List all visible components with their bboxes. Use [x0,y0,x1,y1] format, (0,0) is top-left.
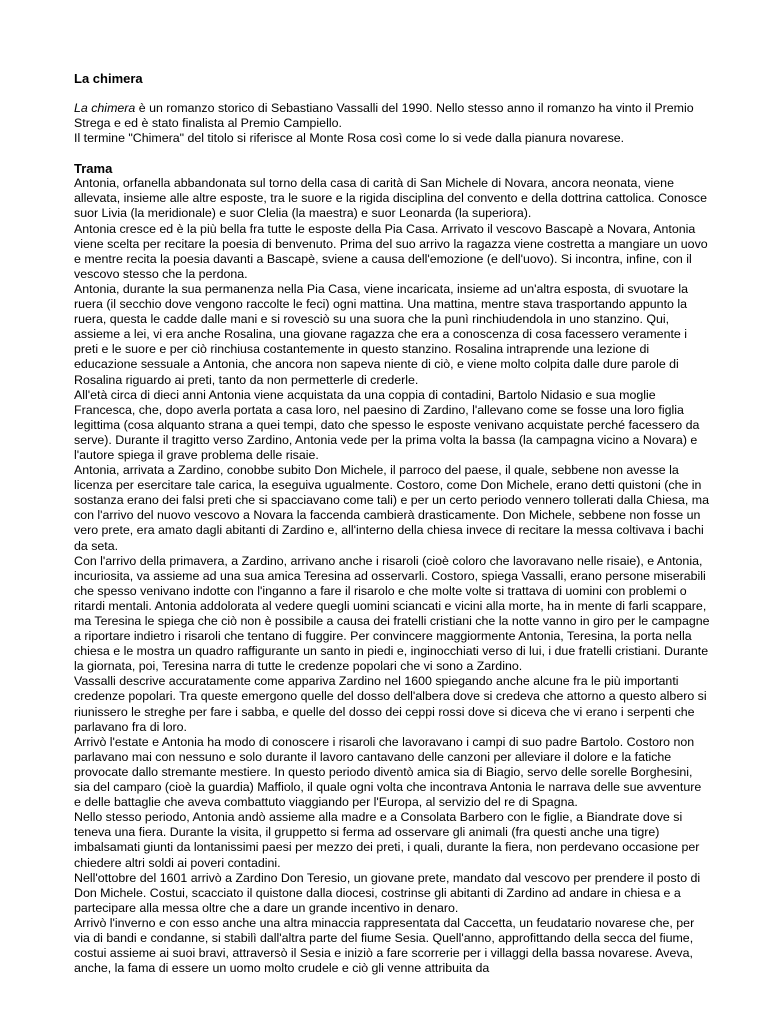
plot-paragraph: Con l'arrivo della primavera, a Zardino, arrivano anche i risaroli (cioè coloro che lavoravano nelle risaie), e Antonia, incuriosita, va assieme ad una sua amica Teresina ad osservarli. Costoro, spiega Vassalli, erano persone miserabili che spesso venivano indotte con l'inganno a fare il risarolo e che molte volte si trattava di uomini con problemi o ritardi mentali. Antonia addolorata al vedere quegli uomini sciancati e vicini alla morte, ha in mente di farli scappare, ma Teresina le spiega che ciò non è possibile a causa dei fratelli cristiani che la notte vanno in giro per le campagne a riportare indietro i risaroli che tentano di fuggire. Per convincere maggiormente Antonia, Teresina, la porta nella chiesa e le mostra un quadro raffigurante un santo in piedi e, inginocchiati verso di lui, i due fratelli cristiani. Durante la giornata, poi, Teresina narra di tutte le credenze popolari che vi sono a Zardino. [74,553,710,674]
plot-paragraph: Antonia, durante la sua permanenza nella Pia Casa, viene incaricata, insieme ad un'altra esposta, di svuotare la ruera (il secchio dove vengono raccolte le feci) ogni mattina. Una mattina, mentre stava trasportando appunto la ruera, questa le cadde dalle mani e si rovesciò su una suora che la punì rinchiudendola in uno stanzino. Qui, assieme a lei, vi era anche Rosalina, una giovane ragazza che era a conoscenza di cosa facessero veramente i preti e le suore e per ciò rinchiusa costantemente in questo stanzino. Rosalina intraprende una lezione di educazione sessuale a Antonia, che ancora non sapeva niente di ciò, e viene molto colpita dalle dure parole di Rosalina riguardo ai preti, tanto da non permetterle di crederle. [74,281,689,387]
plot-paragraph: Nell'ottobre del 1601 arrivò a Zardino Don Teresio, un giovane prete, mandato dal vescovo per prendere il posto di Don Michele. Costui, scacciato il quistone dalla diocesi, costrinse gli abitanti di Zardino ad andare in chiesa e a partecipare alla messa oltre che a dare un grande incentivo in denaro. [74,870,701,915]
plot-paragraph: All'età circa di dieci anni Antonia viene acquistata da una coppia di contadini, Bartolo Nidasio e sua moglie Francesca, che, dopo averla portata a casa loro, nel paesino di Zardino, l'allevano come se fosse una loro figlia legittima (cosa alquanto strana a quei tempi, dato che spesso le esposte venivano acquistate perché facessero da serve). Durante il tragitto verso Zardino, Antonia vede per la prima volta la bassa (la campagna vicino a Novara) e l'autore spiega il grave problema delle risaie. [74,387,700,462]
plot-paragraph: Antonia, orfanella abbandonata sul torno della casa di carità di San Michele di Novara, ancora neonata, viene allevata, insieme alle altre esposte, tra le suore e la rigida disciplina del convento e della dottrina cattolica. Conosce suor Livia (la meridionale) e suor Clelia (la maestra) e suor Leonarda (la superiora). [74,176,707,221]
intro-line2-text: Il termine "Chimera" del titolo si riferisce al Monte Rosa così come lo si vede dalla pianura novarese. [74,131,625,146]
plot-paragraph: Vassalli descrive accuratamente come appariva Zardino nel 1600 spiegando anche alcune fra le più importanti credenze popolari. Tra queste emergono quelle del dosso dell'albera dove si credeva che attorno a questo albero si riunissero le streghe per fare i sabba, e quelle del dosso dei ceppi rossi dove si diceva che vi erano i serpenti che parlavano fra di loro. [74,674,707,734]
plot-paragraph: Arrivò l'inverno e con esso anche una altra minaccia rappresentata dal Caccetta, un feudatario novarese che, per via di bandi e condanne, si stabilì dall'altra parte del fiume Sesia. Quell'anno, approfittando della secca del fiume, costui assieme ai suoi bravi, attraversò il Sesia e iniziò a fare scorrerie per i villaggi della bassa novarese. Aveva, anche, la fama di essere un uomo molto crudele e ciò gli venne attribuita da [74,915,695,976]
document-page [74,71,710,976]
document-title: La chimera [74,71,143,86]
intro-italic-title: La chimera [74,101,136,115]
plot-paragraph: Nello stesso periodo, Antonia andò assieme alla madre e a Consolata Barbero con le figlie, a Biandrate dove si teneva una fiera. Durante la visita, il gruppetto si ferma ad osservare gli animali (fra questi anche una tigre) imbalsamati giunti da lontanissimi paesi per mezzo dei preti, i quali, durante la fiera, non perdevano occasione per chiedere altri soldi ai poveri contadini. [74,810,700,870]
plot-paragraph: Antonia cresce ed è la più bella fra tutte le esposte della Pia Casa. Arrivato il vescovo Bascapè a Novara, Antonia viene scelta per recitare la poesia di benvenuto. Prima del suo arrivo la ragazza viene costretta a mangiare un uovo e mentre recita la poesia davanti a Bascapè, sviene a causa dell'emozione (e dell'uovo). Si incontra, infine, con il vescovo stesso che la perdona. [74,221,708,281]
section-title-trama: Trama [74,161,113,177]
intro-paragraph [74,101,710,146]
plot-paragraph: Arrivò l'estate e Antonia ha modo di conoscere i risaroli che lavoravano i campi di suo padre Bartolo. Costoro non parlavano mai con nessuno e solo durante il lavoro cantavano delle canzoni per alleviare il dolore e la fatiche provocate dallo stremante mestiere. In questo periodo diventò amica sia di Biagio, servo delle sorelle Borghesini, sia del camparo (cioè la guardia) Maffiolo, il quale ogni volta che incontrava Antonia le narrava delle sue avventure e delle battaglie che aveva combattuto viaggiando per l'Europa, al servizio del re di Spagna. [74,734,702,810]
plot-paragraph: Antonia, arrivata a Zardino, conobbe subito Don Michele, il parroco del paese, il quale, sebbene non avesse la licenza per esercitare tale carica, la eseguiva ugualmente. Costoro, come Don Michele, erano detti quistoni (che in sostanza erano dei falsi preti che si spacciavano come tali) e per un certo periodo vennero tollerati dalla Chiesa, ma con l'arrivo del nuovo vescovo a Novara la faccenda cambierà drasticamente. Don Michele, sebbene non fosse un vero prete, era amato dagli abitanti di Zardino e, all'interno della chiesa invece di recitare la messa coltivava i bachi da seta. [74,463,710,553]
intro-line1-text: è un romanzo storico di Sebastiano Vassalli del 1990. Nello stesso anno il romanzo ha vinto il Premio Strega e ed è stato finalista al Premio Campiello. [74,101,694,131]
